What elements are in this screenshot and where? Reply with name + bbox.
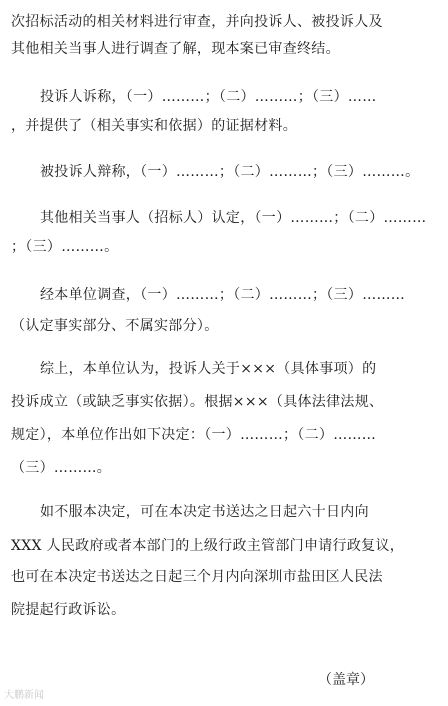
paragraph-5-line-1: 经本单位调查，（一）………；（二）………；（三）………	[40, 287, 406, 303]
paragraph-4-line-1: 其他相关当事人（招标人）认定，（一）………；（二）………	[40, 210, 427, 226]
paragraph-1-line-1: 次招标活动的相关材料进行审查，并向投诉人、被投诉人及	[11, 14, 383, 30]
paragraph-4-line-2: ；（三）………。	[11, 239, 119, 255]
paragraph-7-line-4: 院提起行政诉讼。	[11, 602, 126, 618]
paragraph-6-line-3: 规定），本单位作出如下决定：（一）………；（二）………	[11, 427, 377, 443]
paragraph-2-line-2: ，并提供了（相关事实和依据）的证据材料。	[11, 118, 297, 134]
paragraph-5-line-2: （认定事实部分、不属实部分）。	[11, 318, 219, 334]
paragraph-3-line-1: 被投诉人辩称，（一）………；（二）………；（三）………。	[40, 164, 420, 180]
paragraph-6-line-4: （三）………。	[11, 460, 112, 476]
paragraph-6-line-2: 投诉成立（或缺乏事实依据）。根据×××（具体法律法规、	[11, 394, 384, 410]
paragraph-1-line-2: 其他相关当事人进行调查了解，现本案已审查终结。	[11, 41, 340, 57]
paragraph-7-line-3: 也可在本决定书送达之日起三个月内向深圳市盐田区人民法	[11, 569, 383, 585]
paragraph-6-line-1: 综上，本单位认为，投诉人关于×××（具体事项）的	[40, 361, 377, 377]
paragraph-7-line-2: XXX 人民政府或者本部门的上级行政主管部门申请行政复议，	[11, 538, 405, 554]
paragraph-7-line-1: 如不服本决定，可在本决定书送达之日起六十日内向	[40, 504, 369, 520]
paragraph-2-line-1: 投诉人诉称，（一）………；（二）………；（三）……	[40, 89, 377, 105]
watermark: 大鹏新闻	[4, 690, 44, 701]
seal-placeholder: （盖章）	[318, 672, 374, 688]
